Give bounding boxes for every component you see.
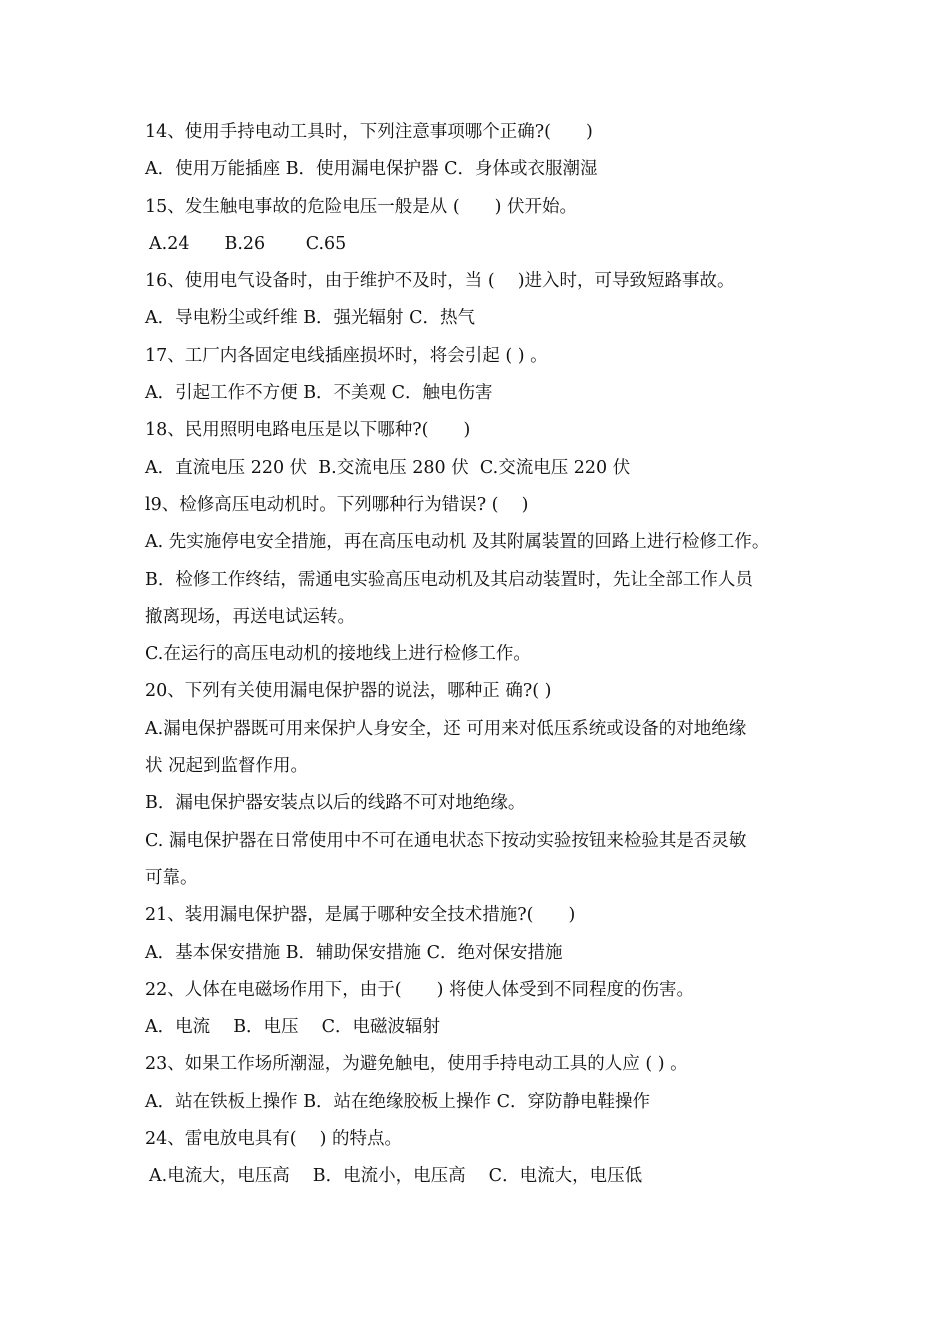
question-22: 22、人体在电磁场作用下，由于( ) 将使人体受到不同程度的伤害。	[145, 979, 694, 1000]
options-15: A.24 B.26 C.65	[149, 233, 347, 254]
question-18: 18、民用照明电路电压是以下哪种?( )	[145, 420, 471, 441]
options-23: A．站在铁板上操作 B．站在绝缘胶板上操作 C．穿防静电鞋操作	[145, 1091, 651, 1112]
option-20-b: B．漏电保护器安装点以后的线路不可对地绝缘。	[145, 793, 526, 814]
options-16: A．导电粉尘或纤维 B．强光辐射 C．热气	[145, 308, 476, 329]
question-23: 23、如果工作场所潮湿，为避免触电，使用手持电动工具的人应 ( ) 。	[145, 1054, 688, 1075]
question-16: 16、使用电气设备时，由于维护不及时，当 ( )进入时，可导致短路事故。	[145, 271, 735, 292]
question-list	[145, 117, 825, 1199]
options-17: A．引起工作不方便 B．不美观 C．触电伤害	[145, 383, 493, 404]
option-19-a: A. 先实施停电安全措施，再在高压电动机 及其附属装置的回路上进行检修工作。	[145, 532, 770, 553]
options-21: A．基本保安措施 B．辅助保安措施 C．绝对保安措施	[145, 942, 563, 963]
option-20-a-continued: 状 况起到监督作用。	[145, 756, 309, 777]
question-20: 20、下列有关使用漏电保护器的说法，哪种正 确?( )	[145, 681, 552, 702]
question-24: 24、雷电放电具有( ) 的特点。	[145, 1129, 403, 1150]
option-20-c-continued: 可靠。	[145, 867, 198, 888]
option-20-c: C. 漏电保护器在日常使用中不可在通电状态下按动实验按钮来检验其是否灵敏	[145, 830, 747, 851]
question-15: 15、发生触电事故的危险电压一般是从 ( ) 伏开始。	[145, 196, 578, 217]
question-19: l9、检修高压电动机时。下列哪种行为错误? ( )	[145, 494, 529, 515]
option-20-a: A.漏电保护器既可用来保护人身安全，还 可用来对低压系统或设备的对地绝缘	[145, 718, 747, 739]
options-24: A.电流大，电压高 B．电流小，电压高 C．电流大，电压低	[149, 1166, 643, 1187]
question-14: 14、使用手持电动工具时，下列注意事项哪个正确?( )	[145, 122, 593, 142]
question-17: 17、工厂内各固定电线插座损坏时，将会引起 ( ) 。	[145, 345, 548, 366]
option-19-b: B．检修工作终结，需通电实验高压电动机及其启动装置时，先让全部工作人员	[145, 569, 753, 590]
question-21: 21、装用漏电保护器，是属于哪种安全技术措施?( )	[145, 905, 576, 926]
option-19-b-continued: 撤离现场，再送电试运转。	[145, 606, 355, 627]
options-18: A．直流电压 220 伏 B.交流电压 280 伏 C.交流电压 220 伏	[145, 457, 631, 478]
options-22: A．电流 B．电压 C．电磁波辐射	[145, 1017, 441, 1038]
options-14: A．使用万能插座 B．使用漏电保护器 C．身体或衣服潮湿	[145, 159, 598, 180]
option-19-c: C.在运行的高压电动机的接地线上进行检修工作。	[145, 644, 531, 665]
